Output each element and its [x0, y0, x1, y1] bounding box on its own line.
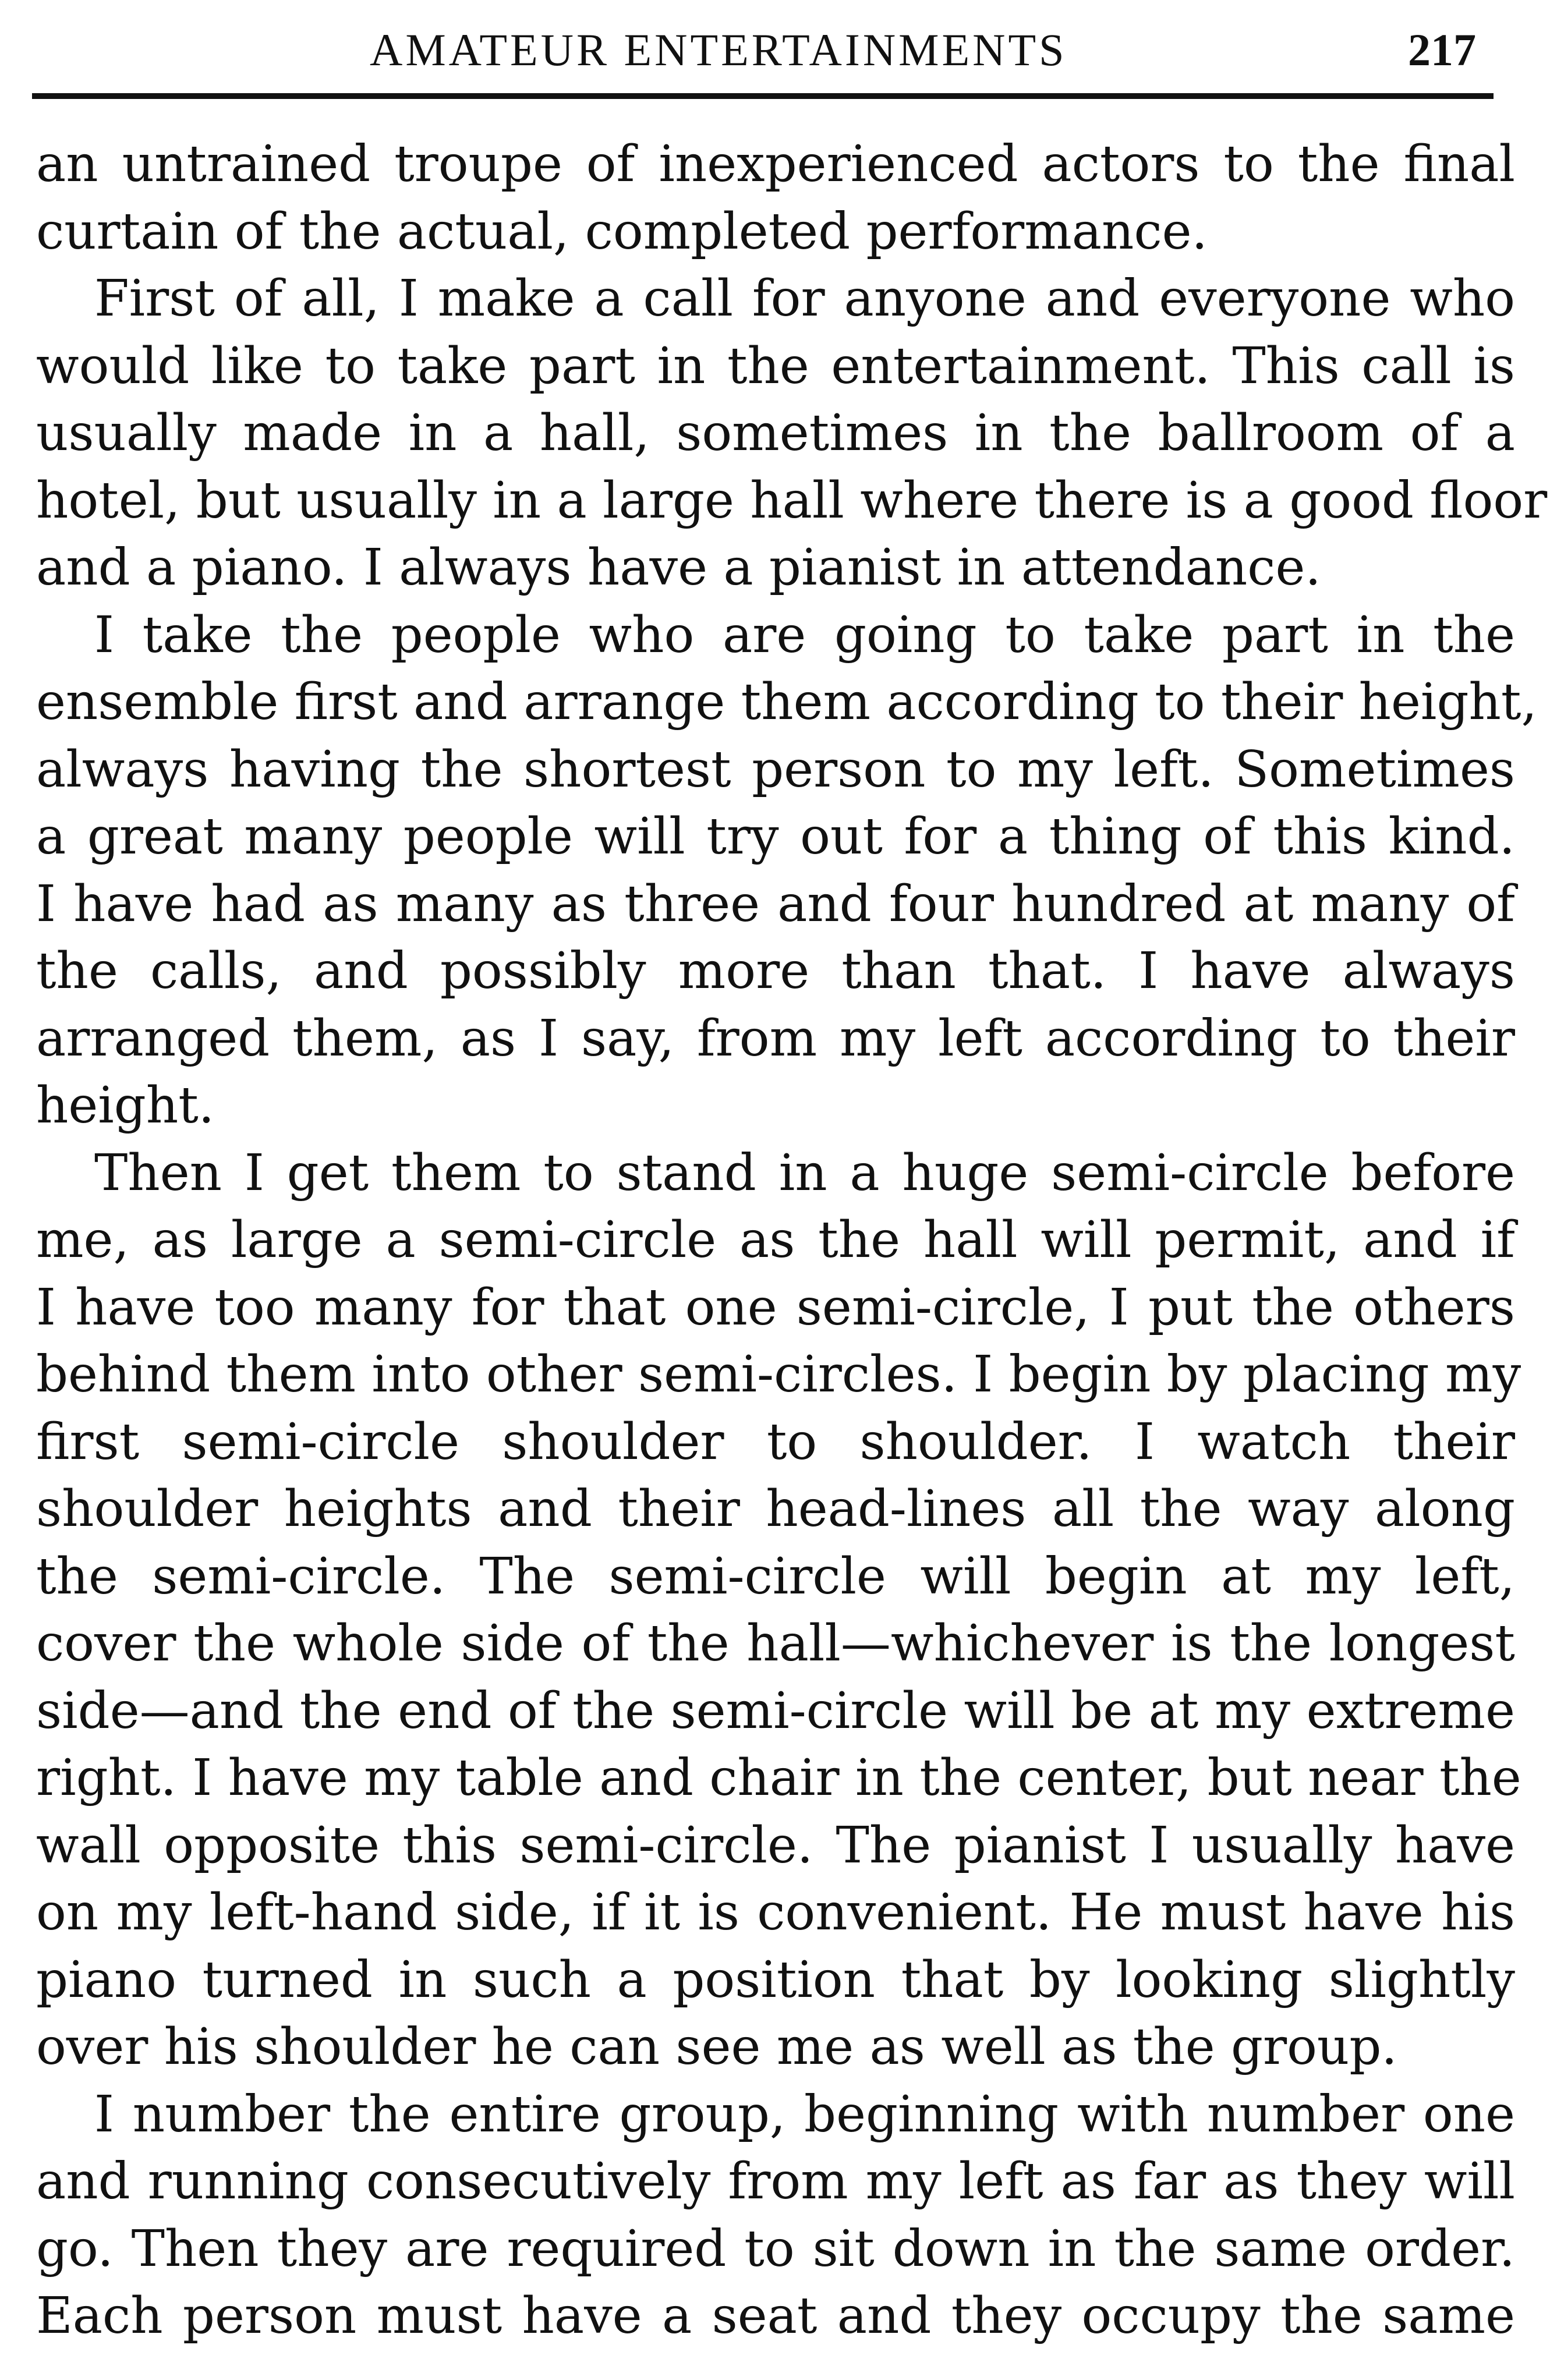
text-line: go. Then they are required to sit down in the same order. [36, 2219, 1515, 2278]
body-text [36, 131, 1548, 2350]
text-line: an untrained troupe of inexperienced actors to the final [36, 135, 1515, 193]
text-line: wall opposite this semi-circle. The pianist I usually have [36, 1816, 1515, 1875]
text-line: me, as large a semi-circle as the hall will permit, and if [36, 1211, 1515, 1269]
text-line: hotel, but usually in a large hall where there is a good floor [36, 471, 1548, 530]
text-line: curtain of the actual, completed performance. [36, 202, 1208, 261]
text-line: Each person must have a seat and they occupy the same [36, 2287, 1515, 2345]
text-line: on my left-hand side, if it is convenient. He must have his [36, 1883, 1515, 1942]
text-line: ensemble first and arrange them according to their height, [36, 673, 1537, 731]
header-rule [32, 93, 1494, 99]
text-line: piano turned in such a position that by looking slightly [36, 1950, 1515, 2009]
text-line: I take the people who are going to take part in the [94, 605, 1515, 664]
text-line: first semi-circle shoulder to shoulder. I watch their [36, 1412, 1515, 1471]
text-line: I have too many for that one semi-circle, I put the others [36, 1278, 1515, 1337]
text-line: cover the whole side of the hall—whichever is the longest [36, 1614, 1515, 1673]
running-head [32, 17, 1494, 82]
text-line: always having the shortest person to my left. Sometimes [36, 740, 1515, 799]
text-line: and a piano. I always have a pianist in attendance. [36, 539, 1321, 597]
text-line: arranged them, as I say, from my left according to their [36, 1009, 1515, 1068]
text-line: side—and the end of the semi-circle will be at my extreme [36, 1681, 1515, 1740]
text-line: right. I have my table and chair in the center, but near the [36, 1749, 1521, 1807]
text-line: and running consecutively from my left as far as they will [36, 2152, 1515, 2211]
running-title: AMATEUR ENTERTAINMENTS [370, 24, 1067, 75]
text-line: shoulder heights and their head-lines all the way along [36, 1480, 1515, 1538]
text-line: I have had as many as three and four hundred at many of [36, 874, 1515, 933]
text-line: height. [36, 1076, 215, 1135]
page-number: 217 [1408, 24, 1476, 75]
text-line: I number the entire group, beginning with number one [94, 2085, 1515, 2144]
text-line: would like to take part in the entertainment. This call is [36, 337, 1515, 395]
text-line: First of all, I make a call for anyone and everyone who [94, 270, 1515, 328]
text-line: behind them into other semi-circles. I begin by placing my [36, 1345, 1521, 1404]
text-line: a great many people will try out for a thing of this kind. [36, 808, 1515, 866]
text-line: over his shoulder he can see me as well as the group. [36, 2018, 1397, 2076]
text-line: the semi-circle. The semi-circle will begin at my left, [36, 1547, 1515, 1606]
text-line: Then I get them to stand in a huge semi-circle before [94, 1143, 1515, 1202]
text-line: the calls, and possibly more than that. I have always [36, 942, 1515, 1000]
text-line: usually made in a hall, sometimes in the ballroom of a [36, 404, 1515, 462]
